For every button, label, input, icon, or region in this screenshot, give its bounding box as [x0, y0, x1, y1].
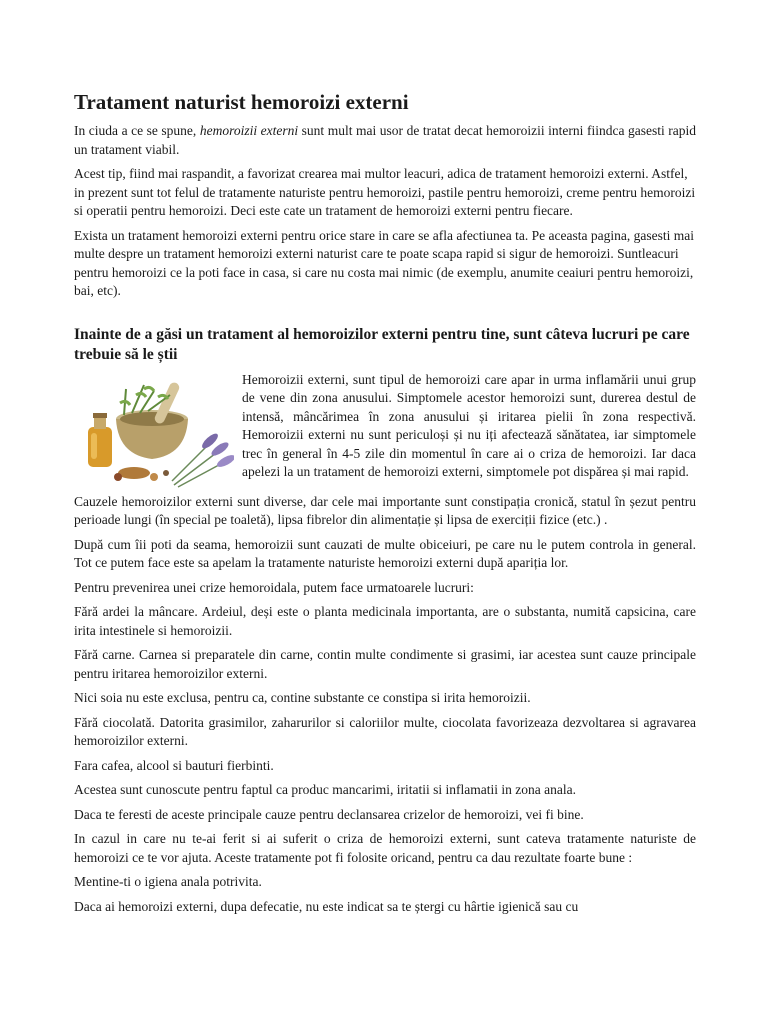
paragraph: Fara cafea, alcool si bauturi fierbinti.	[74, 757, 274, 773]
paragraph: Fără ardei la mâncare. Ardeiul, deși este o planta medicinala importanta, are o substanta, numită capsicina, care irita intestinele si hemoroizii.	[74, 604, 696, 638]
paragraph: Daca te feresti de aceste principale cauze pentru declansarea crizelor de hemoroizi, vei fi bine.	[74, 806, 584, 822]
paragraph: In cazul in care nu te-ai ferit si ai suferit o criza de hemoroizi externi, sunt cateva tratamente naturiste de hemoroizi ce te vor ajuta. Aceste tratamente pot fi folosite oricand, pentru ca dau rezultate foarte bune :	[74, 831, 696, 865]
paragraph: Exista un tratament hemoroizi externi pentru orice stare in care se afla afectiunea ta. Pe aceasta pagina, gasesti mai multe despre un tratament hemoroizi externi naturist care te poate scapa rapid si sigur de hemoroizi. Suntleacuri pentru hemoroizi ce la poti face in casa, si care nu costa mai nimic (de exemplu, anumite ceaiuri pentru hemoroizi, bai, etc).	[74, 227, 694, 298]
herbal-remedy-illustration	[74, 373, 234, 491]
paragraph: Nici soia nu este exclusa, pentru ca, contine substante ce constipa si irita hemoroizii.	[74, 690, 531, 705]
intro-text-before: In ciuda a ce se spune,	[74, 123, 200, 138]
section-heading: Inainte de a găsi un tratament al hemoroizilor externi pentru tine, sunt câteva lucruri pe care trebuie să le știi	[74, 325, 690, 363]
page-title: Tratament naturist hemoroizi externi	[74, 90, 409, 114]
intro-paragraph	[74, 122, 696, 159]
intro-emphasis: hemoroizii externi	[199, 123, 299, 138]
paragraph: Fără carne. Carnea si preparatele din carne, contin multe condimente si grasimi, iar acestea sunt cauze principale pentru iritarea hemoroizilor externi.	[74, 647, 696, 681]
figure-with-text	[74, 371, 696, 491]
paragraph: Cauzele hemoroizilor externi sunt diverse, dar cele mai importante sunt constipația cronică, statul în șezut pentru perioade lungi (în special pe toaletă), lipsa fibrelor din alimentație și lipsa de exerciții fizice (etc.) .	[74, 493, 696, 527]
paragraph: Acest tip, fiind mai raspandit, a favorizat crearea mai multor leacuri, adica de tratament hemoroizi externi. Astfel, in prezent sunt tot felul de tratamente naturiste pentru hemoroizi, pastile pentru hemoroizi, creme pentru hemoroizi si operatii pentru hemoroizi. Deci este cate un tratament de hemoroizi externi pentru fiecare.	[74, 166, 696, 218]
intro-text-after: sunt mult mai usor de tratat decat hemoroizii interni fiindca gasesti rapid un tratament viabil.	[74, 123, 696, 157]
document-page	[74, 90, 696, 922]
paragraph: Fără ciocolată. Datorita grasimilor, zaharurilor si caloriilor multe, ciocolata favorizeaza dezvoltarea si agravarea hemoroizilor externi.	[74, 714, 696, 748]
paragraph: Mentine-ti o igiena anala potrivita.	[74, 874, 262, 889]
paragraph: Acestea sunt cunoscute pentru faptul ca produc mancarimi, iritatii si inflamatii in zona anala.	[74, 782, 576, 797]
figure-caption-text: Hemoroizii externi, sunt tipul de hemoroizi care apar in urma inflamării unui grup de vene din zona anusului. Simptomele acestor hemoroizi sunt, durerea destul de intensă, mâncărimea în zona anusului și iritarea pielii în zona respectivă. Hemoroizii externi nu sunt periculoși și nu iți afectează sănătatea, iar simptomele trec în general în 4-5 zile din momentul în care ai o criza de hemoroizi. Iar daca apelezi la un tratament de hemoroizi externi, simptomele pot dispărea și mai rapid.	[242, 371, 696, 479]
paragraph: Pentru prevenirea unei crize hemoroidala, putem face urmatoarele lucruri:	[74, 579, 474, 595]
paragraph: Daca ai hemoroizi externi, dupa defecatie, nu este indicat sa te ștergi cu hârtie igienică sau cu	[74, 898, 579, 914]
paragraph: După cum îii poti da seama, hemoroizii sunt cauzati de multe obiceiuri, pe care nu le putem controla in general. Tot ce putem face este sa apelam la tratamente naturiste hemoroizi externi după apariția lor.	[74, 536, 696, 570]
